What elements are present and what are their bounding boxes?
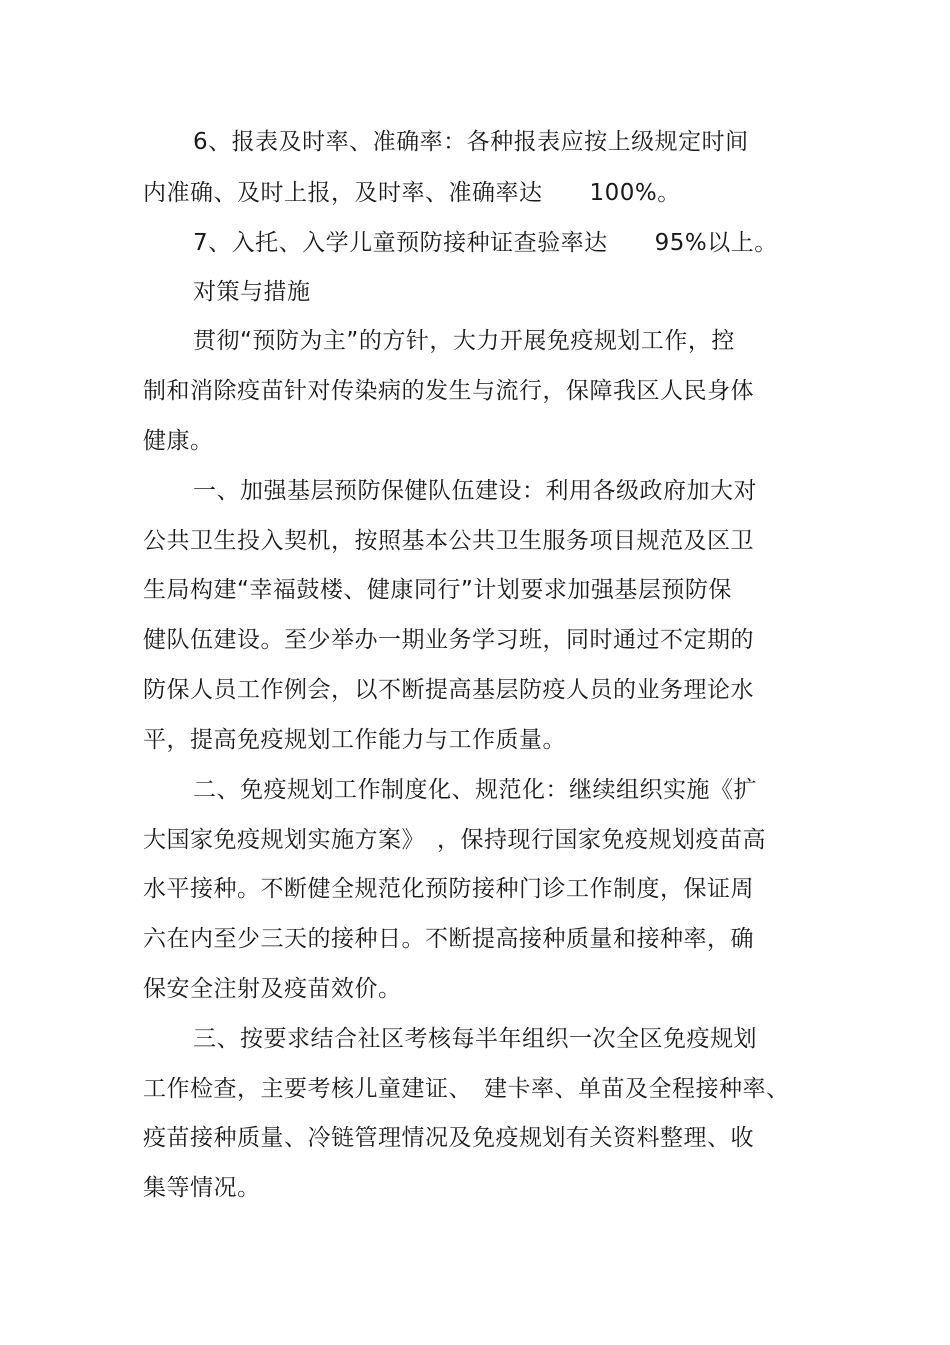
text-line: 制和消除疫苗针对传染病的发生与流行，保障我区人民身体: [143, 378, 754, 404]
text-line: 六在内至少三天的接种日。不断提高接种质量和接种率，确: [143, 926, 754, 952]
text-line: 二、免疫规划工作制度化、规范化：继续组织实施《扩: [193, 777, 757, 803]
text-line: 工作检查，主要考核儿童建证、 建卡率、单苗及全程接种率、: [143, 1076, 790, 1102]
text-line: 三、按要求结合社区考核每半年组织一次全区免疫规划: [193, 1026, 757, 1052]
text-line: 一、加强基层预防保健队伍建设：利用各级政府加大对: [193, 478, 757, 504]
text-line: 健康。: [143, 428, 214, 454]
text-line: 7、入托、入学儿童预防接种证查验率达 95%以上。: [193, 230, 778, 256]
section-heading: 对策与措施: [193, 279, 311, 305]
text-line: 保安全注射及疫苗效价。: [143, 976, 402, 1002]
text-line: 疫苗接种质量、冷链管理情况及免疫规划有关资料整理、收: [143, 1125, 754, 1151]
text-line: 大国家免疫规划实施方案》 ，保持现行国家免疫规划疫苗高: [143, 827, 766, 853]
text-line: 6、报表及时率、准确率：各种报表应按上级规定时间: [193, 129, 749, 155]
text-line: 生局构建“幸福鼓楼、健康同行”计划要求加强基层预防保: [143, 577, 732, 603]
text-line: 平，提高免疫规划工作能力与工作质量。: [143, 727, 566, 753]
text-line: 集等情况。: [143, 1175, 261, 1201]
text-line: 公共卫生投入契机，按照基本公共卫生服务项目规范及区卫: [143, 528, 754, 554]
text-line: 防保人员工作例会，以不断提高基层防疫人员的业务理论水: [143, 677, 754, 703]
text-line: 水平接种。不断健全规范化预防接种门诊工作制度，保证周: [143, 876, 754, 902]
text-line: 贯彻“预防为主”的方针，大力开展免疫规划工作，控: [193, 328, 735, 354]
text-line: 健队伍建设。至少举办一期业务学习班，同时通过不定期的: [143, 627, 754, 653]
text-line: 内准确、及时上报，及时率、准确率达 100%。: [143, 180, 681, 206]
